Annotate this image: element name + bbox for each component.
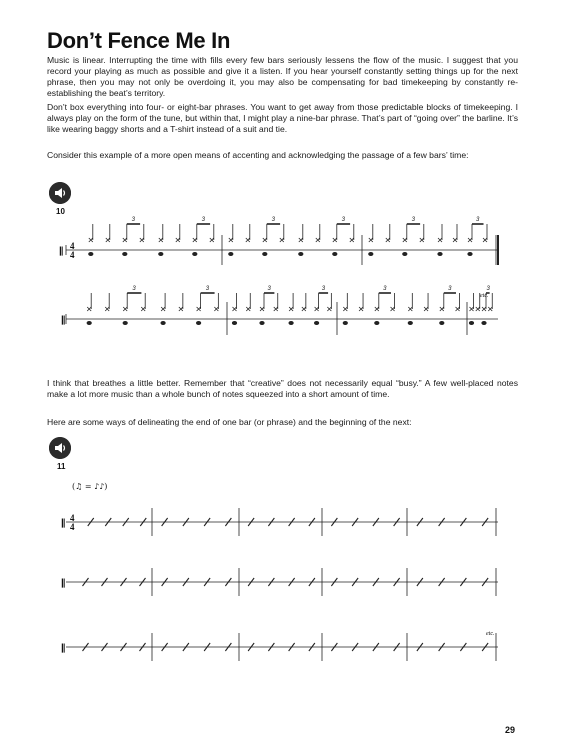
cymbal-note	[408, 307, 412, 311]
kick-note	[468, 252, 472, 255]
time-sig-top: 4	[70, 241, 75, 251]
svg-text:4: 4	[70, 513, 75, 523]
triplet-mark: 3	[383, 286, 387, 292]
paragraph-1: Music is linear. Interrupting the time with fills every few bars seriously lessens the flow of the music. I suggest that you record your playing as much as possible and give it a listen. If you hear yourself constantly setting things up for the next phrase, then you may not only be overdoing it, you may also be compensating for bad timekeeping by constantly re-establishing the beat’s territory.	[47, 55, 518, 98]
cymbal-note	[140, 238, 144, 242]
cymbal-note	[369, 238, 373, 242]
triplet-mark: 3	[267, 286, 271, 292]
kick-note	[159, 252, 163, 255]
paragraph-2: Don’t box everything into four- or eight-bar phrases. You want to get away from those predictable blocks of timekeeping. I always play on the form of the tune, but within that, I might play a nine-bar phrase. That’s part of “going over” the barline. It’s like wearing baggy shorts and a T-shirt instead of a suit and tie.	[47, 102, 518, 134]
cymbal-note	[456, 307, 460, 311]
cymbal-note	[476, 307, 480, 311]
time-sig-bottom: 4	[70, 250, 75, 260]
kick-note	[263, 252, 267, 255]
kick-note	[193, 252, 197, 255]
cymbal-note	[483, 238, 487, 242]
cymbal-note	[89, 238, 93, 242]
track-number: 10	[56, 207, 65, 216]
cymbal-note	[123, 238, 127, 242]
cymbal-note	[302, 307, 306, 311]
etc-label: etc.	[486, 631, 495, 637]
slash-staff-row-2	[62, 560, 502, 610]
kick-note	[375, 321, 379, 324]
cymbal-note	[375, 307, 379, 311]
kick-note	[343, 321, 347, 324]
cymbal-note	[246, 307, 250, 311]
kick-note	[299, 252, 303, 255]
speaker-icon[interactable]	[49, 182, 71, 204]
cymbal-note	[210, 238, 214, 242]
paragraph-4: I think that breathes a little better. Remember that “creative” does not necessarily equal “busy.” A few well-placed notes make a lot more music than a whole bunch of notes squeezed into a short amount of time.	[47, 378, 518, 399]
cymbal-note	[453, 238, 457, 242]
page-number: 29	[505, 725, 516, 735]
cymbal-note	[274, 307, 278, 311]
svg-text:𝄃: 𝄃	[60, 246, 63, 258]
cymbal-note	[179, 307, 183, 311]
kick-note	[408, 321, 412, 324]
cymbal-note	[229, 238, 233, 242]
kick-note	[314, 321, 318, 324]
cymbal-note	[263, 238, 267, 242]
kick-note	[123, 252, 127, 255]
cymbal-note	[280, 238, 284, 242]
triplet-mark: 3	[205, 286, 210, 292]
kick-note	[333, 252, 337, 255]
paragraph-5: Here are some ways of delineating the end of one bar (or phrase) and the beginning of the next:	[47, 417, 412, 427]
kick-note	[260, 321, 264, 324]
kick-note	[87, 321, 91, 324]
page-title: Don’t Fence Me In	[47, 28, 231, 53]
cymbal-note	[386, 238, 390, 242]
cymbal-note	[214, 307, 218, 311]
cymbal-note	[488, 307, 492, 311]
triplet-mark: 3	[131, 217, 135, 223]
triplet-mark: 3	[486, 286, 490, 292]
svg-text:𝄃: 𝄃	[62, 315, 65, 327]
triplet-mark: 3	[321, 286, 326, 292]
triplet-mark: 3	[132, 286, 136, 292]
cymbal-note	[482, 307, 486, 311]
cymbal-note	[440, 307, 444, 311]
kick-note	[89, 252, 93, 255]
cymbal-note	[123, 307, 127, 311]
slash-staff-row-1	[62, 500, 502, 550]
cymbal-note	[343, 307, 347, 311]
music-staff-row-1	[62, 215, 502, 285]
svg-text:𝄃: 𝄃	[62, 518, 65, 530]
speaker-icon[interactable]	[49, 437, 71, 459]
cymbal-note	[420, 238, 424, 242]
cymbal-note	[391, 307, 395, 311]
cymbal-note	[468, 238, 472, 242]
cymbal-note	[141, 307, 145, 311]
triplet-mark: 3	[411, 217, 415, 223]
track-number: 11	[57, 462, 66, 471]
triplet-mark: 3	[341, 217, 345, 223]
cymbal-note	[470, 307, 474, 311]
cymbal-note	[316, 238, 320, 242]
kick-note	[289, 321, 293, 324]
cymbal-note	[424, 307, 428, 311]
cymbal-note	[233, 307, 237, 311]
triplet-mark: 3	[201, 217, 205, 223]
cymbal-note	[315, 307, 319, 311]
cymbal-note	[333, 238, 337, 242]
cymbal-note	[403, 238, 407, 242]
cymbal-note	[176, 238, 180, 242]
music-staff-row-2	[62, 287, 502, 357]
cymbal-note	[87, 307, 91, 311]
triplet-mark: 3	[476, 217, 480, 223]
kick-note	[469, 321, 473, 324]
kick-note	[438, 252, 442, 255]
cymbal-note	[289, 307, 293, 311]
kick-note	[229, 252, 233, 255]
cymbal-note	[197, 307, 201, 311]
kick-note	[403, 252, 407, 255]
cymbal-note	[299, 238, 303, 242]
kick-note	[440, 321, 444, 324]
cymbal-note	[438, 238, 442, 242]
kick-note	[123, 321, 127, 324]
swing-marking: (♫ = ♪♪)	[72, 482, 108, 491]
kick-note	[482, 321, 486, 324]
triplet-mark: 3	[448, 286, 452, 292]
cymbal-note	[161, 307, 165, 311]
kick-note	[232, 321, 236, 324]
slash-staff-row-3	[62, 625, 502, 675]
svg-text:4: 4	[70, 522, 75, 532]
cymbal-note	[246, 238, 250, 242]
cymbal-note	[105, 307, 109, 311]
paragraph-3: Consider this example of a more open means of accenting and acknowledging the passage of a few bars’ time:	[47, 150, 469, 160]
cymbal-note	[193, 238, 197, 242]
kick-note	[161, 321, 165, 324]
triplet-mark: 3	[271, 217, 275, 223]
etc-label: etc.	[480, 293, 489, 299]
svg-text:𝄃: 𝄃	[62, 578, 65, 590]
cymbal-note	[350, 238, 354, 242]
svg-text:𝄃: 𝄃	[62, 643, 65, 655]
cymbal-note	[159, 238, 163, 242]
kick-note	[369, 252, 373, 255]
cymbal-note	[359, 307, 363, 311]
cymbal-note	[260, 307, 264, 311]
cymbal-note	[106, 238, 110, 242]
cymbal-note	[327, 307, 331, 311]
kick-note	[196, 321, 200, 324]
